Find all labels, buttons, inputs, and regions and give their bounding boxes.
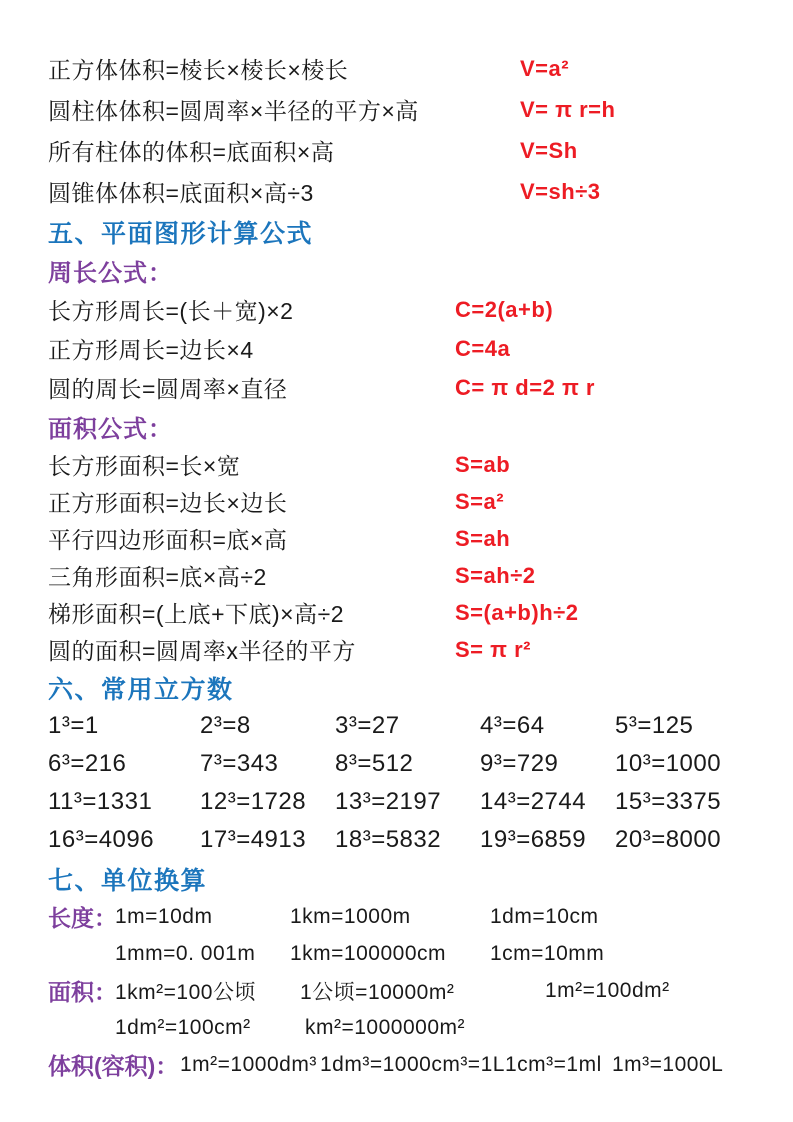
volume-label: 体积(容积)：	[48, 1053, 179, 1079]
formula-value: C=4a	[455, 335, 511, 361]
cube-value: 15³=3375	[615, 788, 722, 815]
formula-value: V=sh÷3	[520, 178, 601, 204]
formula-description: 正方形周长=边长×4	[48, 337, 254, 363]
cube-value: 1³=1	[48, 712, 99, 739]
formula-value: S=a²	[455, 488, 505, 514]
formula-description: 圆的面积=圆周率x半径的平方	[48, 638, 356, 664]
unit-conversion-value: 1mm=0. 001m	[115, 941, 256, 965]
cube-value: 5³=125	[615, 712, 694, 739]
unit-conversion-value: 1m=10dm	[115, 904, 213, 928]
formula-row	[48, 520, 773, 557]
formula-description: 长方形面积=长×宽	[48, 453, 241, 479]
unit-conversion-value: 1公顷=10000m²	[300, 980, 455, 1004]
cube-value: 2³=8	[200, 712, 251, 739]
formula-description: 圆锥体体积=底面积×高÷3	[48, 180, 314, 206]
cube-value: 14³=2744	[480, 788, 587, 815]
cube-value: 18³=5832	[335, 826, 442, 853]
cube-value: 17³=4913	[200, 826, 307, 853]
unit-conversion-value: 1cm³=1ml	[505, 1052, 602, 1076]
formula-row	[48, 446, 773, 483]
formula-description: 梯形面积=(上底+下底)×高÷2	[48, 601, 345, 627]
plane-figures-section	[48, 212, 773, 668]
cube-row	[48, 707, 773, 745]
formula-row	[48, 557, 773, 594]
unit-conversion-value: 1dm=10cm	[490, 904, 599, 928]
unit-conversion-value: 1m²=1000dm³	[180, 1052, 317, 1076]
formula-row	[48, 594, 773, 631]
formula-description: 正方体体积=棱长×棱长×棱长	[48, 57, 349, 83]
formula-value: S=ah÷2	[455, 562, 536, 588]
length-units-row	[48, 935, 773, 972]
unit-conversion-value: 1m³=1000L	[612, 1052, 724, 1076]
section-6-title: 六、常用立方数	[48, 675, 234, 704]
cube-value: 7³=343	[200, 750, 279, 777]
formula-description: 圆柱体体积=圆周率×半径的平方×高	[48, 98, 419, 124]
formula-value: V=Sh	[520, 137, 578, 163]
unit-conversion-value: 1km=100000cm	[290, 941, 447, 965]
length-label: 长度：	[48, 905, 117, 931]
cube-value: 19³=6859	[480, 826, 587, 853]
formula-value: S= π r²	[455, 636, 531, 662]
cube-value: 12³=1728	[200, 788, 307, 815]
section-7-title: 七、单位换算	[48, 866, 208, 895]
formula-value: C=2(a+b)	[455, 296, 554, 322]
formula-description: 所有柱体的体积=底面积×高	[48, 139, 335, 165]
volume-units-row	[48, 1046, 773, 1083]
formula-description: 正方形面积=边长×边长	[48, 490, 288, 516]
formula-value: S=ah	[455, 525, 511, 551]
unit-conversion-value: 1dm²=100cm²	[115, 1015, 251, 1039]
area-units-row	[48, 1009, 773, 1046]
length-units-row	[48, 898, 773, 935]
unit-conversion-value: 1m²=100dm²	[545, 978, 670, 1002]
perimeter-subtitle: 周长公式：	[48, 260, 173, 287]
formula-row	[48, 329, 773, 368]
formula-value: V= π r=h	[520, 96, 616, 122]
cube-value: 4³=64	[480, 712, 545, 739]
formula-description: 圆的周长=圆周率×直径	[48, 376, 288, 402]
unit-conversion-value: 1dm³=1000cm³=1L	[320, 1052, 505, 1076]
formula-description: 平行四边形面积=底×高	[48, 527, 288, 553]
cube-value: 3³=27	[335, 712, 400, 739]
cube-value: 6³=216	[48, 750, 127, 777]
area-label: 面积：	[48, 979, 117, 1005]
formula-row	[48, 368, 773, 407]
section-5-title: 五、平面图形计算公式	[48, 219, 314, 248]
formula-description: 长方形周长=(长＋宽)×2	[48, 298, 294, 324]
formula-row	[48, 483, 773, 520]
unit-conversion-value: 1km=1000m	[290, 904, 411, 928]
formula-value: S=(a+b)h÷2	[455, 599, 579, 625]
area-units-row	[48, 972, 773, 1009]
formula-row	[48, 89, 773, 130]
cube-value: 11³=1331	[48, 788, 153, 815]
cube-row	[48, 821, 773, 859]
cube-value: 10³=1000	[615, 750, 722, 777]
volume-formulas-section	[48, 48, 773, 212]
formula-row	[48, 290, 773, 329]
unit-conversion-value: km²=1000000m²	[305, 1015, 465, 1039]
formula-value: V=a²	[520, 55, 570, 81]
cube-value: 8³=512	[335, 750, 414, 777]
formula-row	[48, 48, 773, 89]
formula-row	[48, 631, 773, 668]
formula-row	[48, 171, 773, 212]
formula-value: S=ab	[455, 451, 511, 477]
formula-description: 三角形面积=底×高÷2	[48, 564, 267, 590]
cube-value: 16³=4096	[48, 826, 155, 853]
cube-value: 13³=2197	[335, 788, 442, 815]
area-subtitle: 面积公式：	[48, 416, 173, 443]
formula-row	[48, 130, 773, 171]
unit-conversion-value: 1cm=10mm	[490, 941, 605, 965]
formula-value: C= π d=2 π r	[455, 374, 595, 400]
cube-numbers-section	[48, 668, 773, 859]
cube-value: 20³=8000	[615, 826, 722, 853]
cube-row	[48, 745, 773, 783]
cube-row	[48, 783, 773, 821]
unit-conversion-value: 1km²=100公顷	[115, 980, 256, 1004]
cube-value: 9³=729	[480, 750, 559, 777]
unit-conversion-section	[48, 859, 773, 1083]
